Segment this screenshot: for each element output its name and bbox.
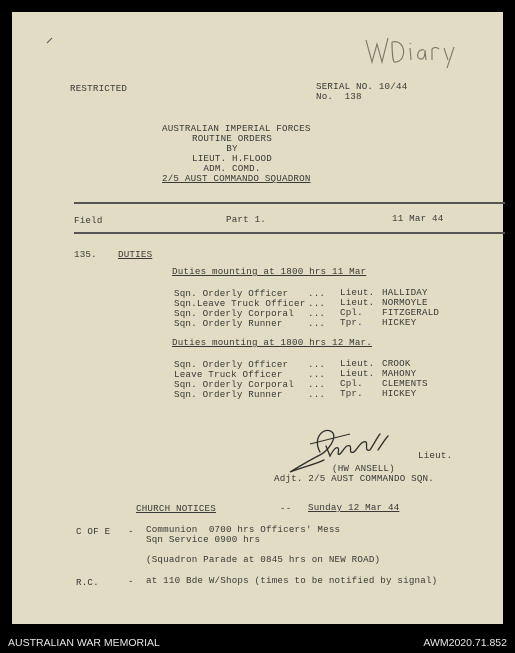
signatory-appointment: Adjt. 2/5 AUST COMMANDO SQN. (274, 473, 434, 484)
duty-rank: Cpl. (340, 307, 363, 318)
duty-role: Sqn. Orderly Corporal (174, 379, 294, 390)
duty-rank: Lieut. (340, 287, 375, 298)
duty-rank: Lieut. (340, 297, 375, 308)
bullet-dash: - (128, 526, 134, 537)
duty-name: CLEMENTS (382, 378, 428, 389)
dots: ... (308, 369, 326, 380)
rc-label: R.C. (76, 577, 99, 588)
duty-role: Sqn.Leave Truck Officer (174, 298, 306, 309)
part-label: Part 1. (226, 214, 266, 225)
dots: ... (308, 318, 326, 329)
pencil-mark (46, 36, 54, 44)
church-dash: -- (280, 503, 292, 514)
dots: ... (308, 359, 326, 370)
title-line: BY (226, 143, 238, 154)
duty-name: CROOK (382, 358, 411, 369)
item-heading: DUTIES (118, 249, 153, 260)
field-label: Field (74, 215, 103, 226)
duty-rank: Tpr. (340, 388, 363, 399)
rc-line: at 110 Bde W/Shops (times to be notified by signal) (146, 575, 438, 586)
duty-role: Sqn. Orderly Runner (174, 318, 283, 329)
duty-role: Sqn. Orderly Officer (174, 359, 289, 370)
signatory-rank: Lieut. (418, 450, 453, 461)
title-line: AUSTRALIAN IMPERIAL FORCES (162, 123, 311, 134)
dots: ... (308, 308, 326, 319)
restricted-label: RESTRICTED (70, 83, 128, 94)
divider-bottom (74, 232, 505, 234)
duty-name: HALLIDAY (382, 287, 428, 298)
duty-rank: Lieut. (340, 368, 375, 379)
title-line: ROUTINE ORDERS (192, 133, 272, 144)
c-of-e-line: Sqn Service 0900 hrs (146, 534, 261, 545)
duty-rank: Tpr. (340, 317, 363, 328)
dots: ... (308, 379, 326, 390)
duties-heading-12-mar: Duties mounting at 1800 hrs 12 Mar. (172, 337, 372, 348)
duty-role: Sqn. Orderly Officer (174, 288, 289, 299)
church-heading: CHURCH NOTICES (136, 503, 216, 514)
svg-text:Ansell: Ansell (280, 422, 284, 423)
dots: ... (308, 298, 326, 309)
duty-name: HICKEY (382, 317, 417, 328)
footer-accession: AWM2020.71.852 (423, 637, 507, 649)
item-number: 135. (74, 249, 97, 260)
duties-heading-11-mar: Duties mounting at 1800 hrs 11 Mar (172, 266, 367, 277)
duty-role: Sqn. Orderly Corporal (174, 308, 294, 319)
duty-role: Sqn. Orderly Runner (174, 389, 283, 400)
bullet-dash: - (128, 576, 134, 587)
duty-name: FITZGERALD (382, 307, 440, 318)
church-date: Sunday 12 Mar 44 (308, 502, 400, 513)
duty-name: MAHONY (382, 368, 417, 379)
divider-top (74, 202, 505, 204)
c-of-e-line: Communion 0700 hrs Officers' Mess (146, 524, 341, 535)
serial-number: SERIAL NO. 10/44 (316, 81, 408, 92)
dots: ... (308, 288, 326, 299)
svg-text:W Diary: W Diary (362, 32, 367, 33)
duty-name: NORMOYLE (382, 297, 428, 308)
signatory-name: (HW ANSELL) (332, 463, 395, 474)
document-page (12, 12, 503, 624)
title-line: LIEUT. H.FLOOD (192, 153, 272, 164)
order-date: 11 Mar 44 (392, 213, 444, 224)
duty-name: HICKEY (382, 388, 417, 399)
parade-note: (Squadron Parade at 0845 hrs on NEW ROAD) (146, 554, 381, 565)
duty-rank: Lieut. (340, 358, 375, 369)
order-number: No. 138 (316, 91, 362, 102)
title-line: ADM. COMD. (203, 163, 261, 174)
archive-footer (0, 624, 515, 653)
unit-title: 2/5 AUST COMMANDO SQUADRON (162, 173, 311, 184)
handwritten-note (362, 32, 462, 72)
dots: ... (308, 389, 326, 400)
duty-rank: Cpl. (340, 378, 363, 389)
c-of-e-label: C OF E (76, 526, 111, 537)
duty-role: Leave Truck Officer (174, 369, 283, 380)
footer-institution: AUSTRALIAN WAR MEMORIAL (8, 637, 160, 649)
